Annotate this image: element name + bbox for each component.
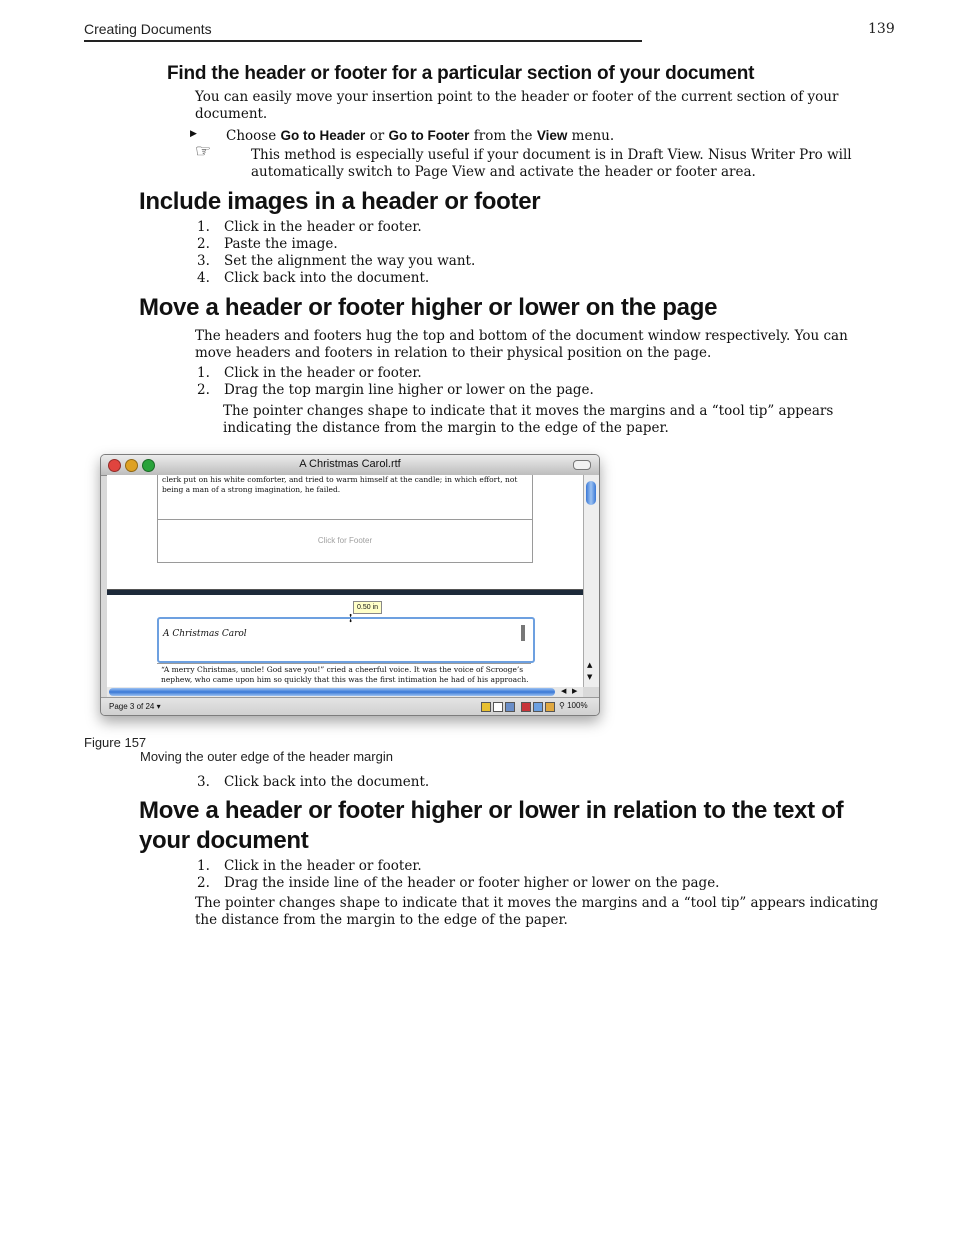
document-area [107,475,583,687]
body-text-line1: clerk put on his white comforter, and tried to warm himself at the candle; in which effort, not [162,475,518,484]
window-titlebar [101,455,599,476]
footer-area [157,519,533,563]
draft-view-icon [505,702,515,712]
lock-icon [545,702,555,712]
step-text: Click in the header or footer. [224,219,422,235]
section3-step3-text: Click back into the document. [224,774,430,790]
page-top [107,475,583,590]
figure-label: Figure 157 [84,735,147,750]
step-prefix: Choose [226,128,277,144]
section3-explanation-line1: The pointer changes shape to indicate that it moves the margins and a “tool tip” appears [223,403,834,419]
window-title: A Christmas Carol.rtf [299,458,401,470]
note-line1: This method is especially useful if your document is in Draft View. Nisus Writer Pro will [251,147,852,163]
scroll-right-icon: ▶ [572,687,578,695]
text-body-area [157,475,533,519]
header-divider [157,663,531,664]
horizontal-scroll-thumb [109,688,555,696]
note-line2: automatically switch to Page View and activate the header or footer area. [251,164,756,180]
step-number: 4. [197,270,210,286]
section1-paragraph-line1: You can easily move your insertion point to the header or footer of the current section of your [195,89,839,105]
step-number: 3. [197,253,210,269]
scroll-left-icon: ◀ [561,687,567,695]
section4-paragraph-line2: the distance from the margin to the edge of the paper. [195,912,568,928]
step-number: 1. [197,219,210,235]
horizontal-scrollbar [107,687,583,697]
body-text-line4: nephew, who came upon him so quickly that this was the first intimation he had of his approach. [161,675,529,684]
step-text: Set the alignment the way you want. [224,253,476,269]
resize-pointer-icon: ✢ [346,612,356,625]
section3-step3-number: 3. [197,774,210,790]
style-icon [533,702,543,712]
footer-placeholder: Click for Footer [317,536,373,545]
step-number: 1. [197,365,210,381]
step-suffix: menu. [571,128,615,144]
toolbar-toggle-button [573,460,591,470]
header-scroll-icon [521,625,525,641]
section-heading-include-images: Include images in a header or footer [139,188,541,215]
pointing-hand-icon: ☞ [195,141,212,162]
header-rule [84,40,642,42]
zoom-level-text: 100% [567,701,588,710]
step-text: Drag the inside line of the header or footer higher or lower on the page. [224,875,720,891]
body-text-line2: being a man of a strong imagination, he failed. [162,485,341,494]
section3-paragraph-line2: move headers and footers in relation to their physical position on the page. [195,345,712,361]
header-area [157,617,535,663]
language-flag-icon [521,702,531,712]
section1-paragraph-line2: document. [195,106,268,122]
step-from: from the [473,128,533,144]
view-menu-name: View [536,128,568,143]
section-heading-find-header-footer: Find the header or footer for a particular section of your document [167,63,755,84]
page-bottom [107,595,583,687]
running-header-title: Creating Documents [84,21,212,37]
status-bar [101,697,599,716]
step-number: 1. [197,858,210,874]
bullet-arrow-icon: ▶ [190,129,197,139]
step-number: 2. [197,236,210,252]
page-indicator-text: Page 3 of 24 [109,702,155,711]
page-number: 139 [868,21,895,37]
header-text: A Christmas Carol [163,629,247,639]
step-text: Click in the header or footer. [224,365,422,381]
step-number: 2. [197,382,210,398]
body-text-line3: “A merry Christmas, uncle! God save you!” cried a cheerful voice. It was the voice of Scrooge’s [161,665,524,674]
step-text: Paste the image. [224,236,338,252]
section3-paragraph-line1: The headers and footers hug the top and bottom of the document window respectively. You can [195,328,848,344]
step-text: Click in the header or footer. [224,858,422,874]
step-text: Click back into the document. [224,270,430,286]
step-or: or [369,128,385,144]
scroll-down-icon: ▼ [587,673,593,681]
scroll-up-icon: ▲ [587,661,593,669]
section3-explanation-line2: indicating the distance from the margin to the edge of the paper. [223,420,669,436]
step-number: 2. [197,875,210,891]
figure-screenshot-window [100,454,600,716]
section4-paragraph-line1: The pointer changes shape to indicate that it moves the margins and a “tool tip” appears indicating [195,895,879,911]
view-mode-icon [481,702,491,712]
go-to-footer-command: Go to Footer [388,128,470,143]
section-heading-move-relative-text-line2: your document [139,827,309,854]
zoom-level: ⚲ 100% [559,701,588,710]
page-indicator: Page 3 of 24 ▾ [109,702,161,711]
section-heading-move-relative-text-line1: Move a header or footer higher or lower in relation to the text of [139,797,844,824]
margin-tooltip: 0.50 in [353,601,382,614]
section1-step [226,127,614,145]
go-to-header-command: Go to Header [280,128,366,143]
scroll-thumb [586,481,596,505]
step-text: Drag the top margin line higher or lower on the page. [224,382,594,398]
vertical-scrollbar [583,475,599,687]
section-heading-move-on-page: Move a header or footer higher or lower on the page [139,294,718,321]
page-view-icon [493,702,503,712]
figure-caption: Moving the outer edge of the header margin [140,749,393,764]
